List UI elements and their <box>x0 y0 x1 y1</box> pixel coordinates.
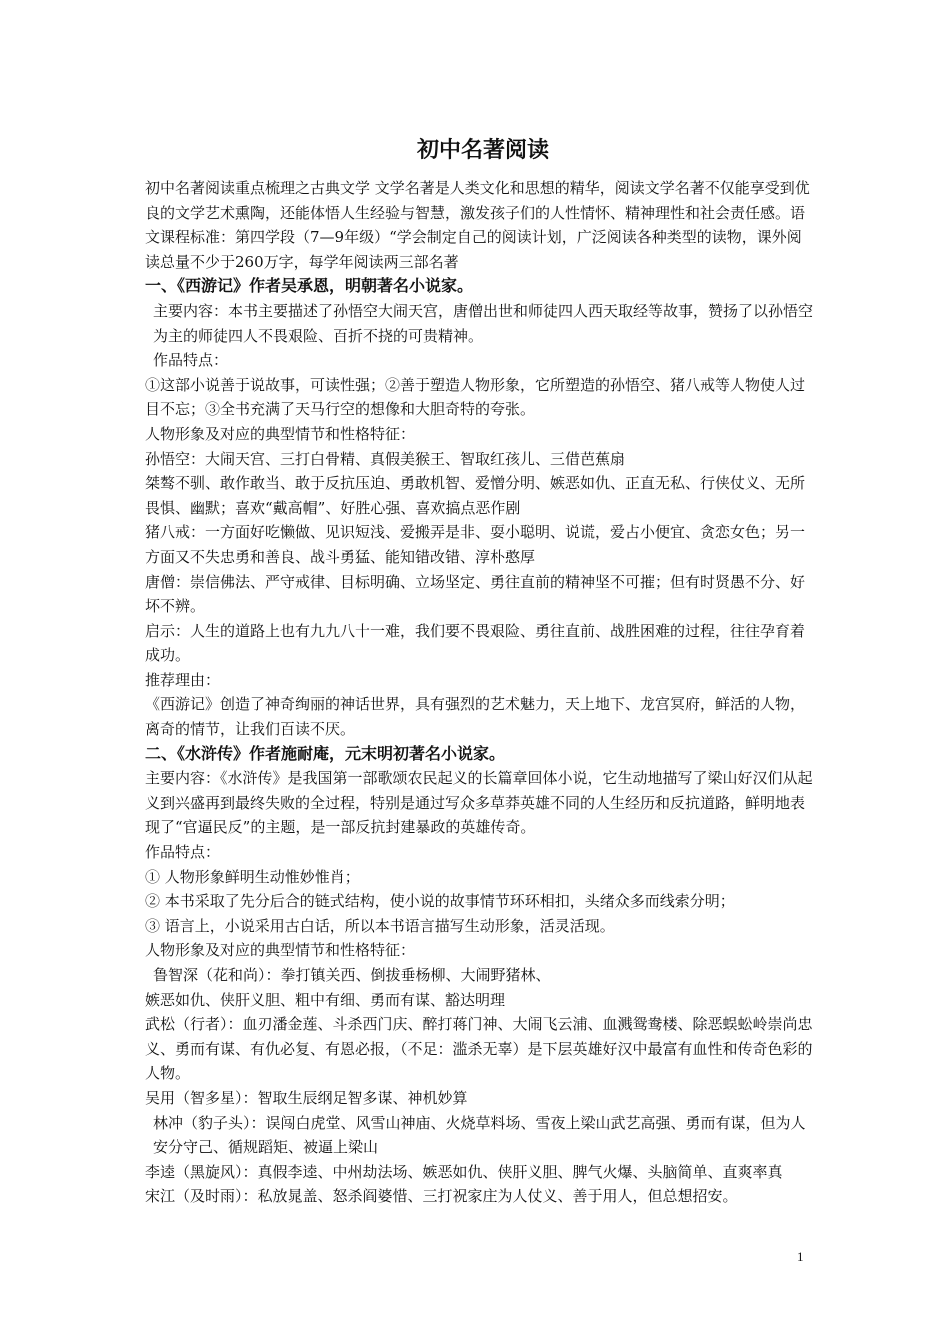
xiyouji-wukong-traits: 桀骜不驯、敢作敢当、敢于反抗压迫、勇敢机智、爱憎分明、嫉恶如仇、正直无私、行侠仗义、无所畏惧、幽默；喜欢“戴高帽”、好胜心强、喜欢搞点恶作剧 <box>145 474 806 517</box>
xiyouji-features-label: 作品特点： <box>153 351 229 370</box>
xiyouji-wukong-plot: 孙悟空：大闹天宫、三打白骨精、真假美猴王、智取红孩儿、三借芭蕉扇 <box>145 449 626 468</box>
intro-paragraph: 初中名著阅读重点梳理之古典文学 文学名著是人类文化和思想的精华，阅读文学名著不仅能享受到优良的文学艺术熏陶，还能体悟人生经验与智慧，激发孩子们的人性情怀、精神理性和社会责任感。语文课程标准：第四学段（7—9年级）“学会制定自己的阅读计划，广泛阅读各种类型的读物，课外阅读总量不少于260万字，每学年阅读两三部名著 <box>145 179 810 271</box>
shuihu-luzhishen-plot: 鲁智深（花和尚）：拳打镇关西、倒拔垂杨柳、大闹野猪林、 <box>153 966 551 984</box>
shuihu-linchong: 林冲（豹子头）：误闯白虎堂、风雪山神庙、火烧草料场、雪夜上梁山武艺高强、勇而有谋，但为人安分守己、循规蹈矩、被逼上梁山 <box>153 1113 806 1157</box>
page-number: 1 <box>797 1249 804 1264</box>
xiyouji-reason-label: 推荐理由： <box>145 670 221 689</box>
shuihu-chars-label: 人物形象及对应的典型情节和性格特征： <box>145 941 416 960</box>
document-body <box>145 134 815 1209</box>
xiyouji-inspiration: 启示：人生的道路上也有九九八十一难，我们要不畏艰险、勇往直前、战胜困难的过程，往往孕育着成功。 <box>145 621 806 665</box>
xiyouji-bajie: 猪八戒：一方面好吃懒做、见识短浅、爱搬弄是非、耍小聪明、说谎，爱占小便宜、贪恋女色；另一方面又不失忠勇和善良、战斗勇猛、能知错改错、淳朴憨厚 <box>145 523 806 566</box>
shuihu-feature-2: ② 本书采取了先分后合的链式结构，使小说的故事情节环环相扣，头绪众多而线索分明； <box>145 892 735 911</box>
shuihu-wusong: 武松（行者）：血刃潘金莲、斗杀西门庆、醉打蒋门神、大闹飞云浦、血溅鸳鸯楼、除恶蜈蚣岭崇尚忠义、勇而有谋、有仇必复、有恩必报，（不足：滥杀无辜）是下层英雄好汉中最富有血性和传奇色彩的人物。 <box>145 1015 813 1083</box>
xiyouji-chars-label: 人物形象及对应的典型情节和性格特征： <box>145 424 416 443</box>
shuihu-luzhishen-traits: 嫉恶如仇、侠肝义胆、粗中有细、勇而有谋、豁达明理 <box>145 990 506 1009</box>
xiyouji-tangseng: 唐僧：崇信佛法、严守戒律、目标明确、立场坚定、勇往直前的精神坚不可摧；但有时贤愚不分、好坏不辨。 <box>145 572 806 616</box>
xiyouji-features: ①这部小说善于说故事，可读性强；②善于塑造人物形象，它所塑造的孙悟空、猪八戒等人物使人过目不忘；③全书充满了天马行空的想像和大胆奇特的夸张。 <box>145 375 806 419</box>
shuihu-songjiang: 宋江（及时雨）：私放晁盖、怒杀阎婆惜、三打祝家庄为人仗义、善于用人，但总想招安。 <box>145 1187 738 1206</box>
shuihu-feature-3: ③ 语言上，小说采用古白话，所以本书语言描写生动形象，活灵活现。 <box>145 916 615 935</box>
xiyouji-content: 主要内容：本书主要描述了孙悟空大闹天宫，唐僧出世和师徒四人西天取经等故事，赞扬了以孙悟空为主的师徒四人不畏艰险、百折不挠的可贵精神。 <box>153 301 814 345</box>
page-title: 初中名著阅读 <box>416 137 549 163</box>
shuihu-wuyong: 吴用（智多星）：智取生辰纲足智多谋、神机妙算 <box>145 1088 468 1107</box>
section-heading-shuihu: 二、《水浒传》作者施耐庵，元末明初著名小说家。 <box>145 743 506 763</box>
shuihu-features-label: 作品特点： <box>145 843 221 862</box>
section-heading-xiyouji: 一、《西游记》作者吴承恩，明朝著名小说家。 <box>145 276 474 296</box>
shuihu-feature-1: ① 人物形象鲜明生动惟妙惟肖； <box>145 867 360 886</box>
shuihu-likui: 李逵（黑旋风）：真假李逵、中州劫法场、嫉恶如仇、侠肝义胆、脾气火爆、头脑简单、直爽率真 <box>145 1162 783 1181</box>
xiyouji-reason: 《西游记》创造了神奇绚丽的神话世界，具有强烈的艺术魅力，天上地下、龙宫冥府，鲜活的人物，离奇的情节，让我们百读不厌。 <box>145 695 806 739</box>
shuihu-content: 主要内容：《水浒传》是我国第一部歌颂农民起义的长篇章回体小说，它生动地描写了梁山好汉们从起义到兴盛再到最终失败的全过程，特别是通过写众多草莽英雄不同的人生经历和反抗道路，鲜明地表现了“官逼民反”的主题，是一部反抗封建暴政的英雄传奇。 <box>145 769 813 837</box>
